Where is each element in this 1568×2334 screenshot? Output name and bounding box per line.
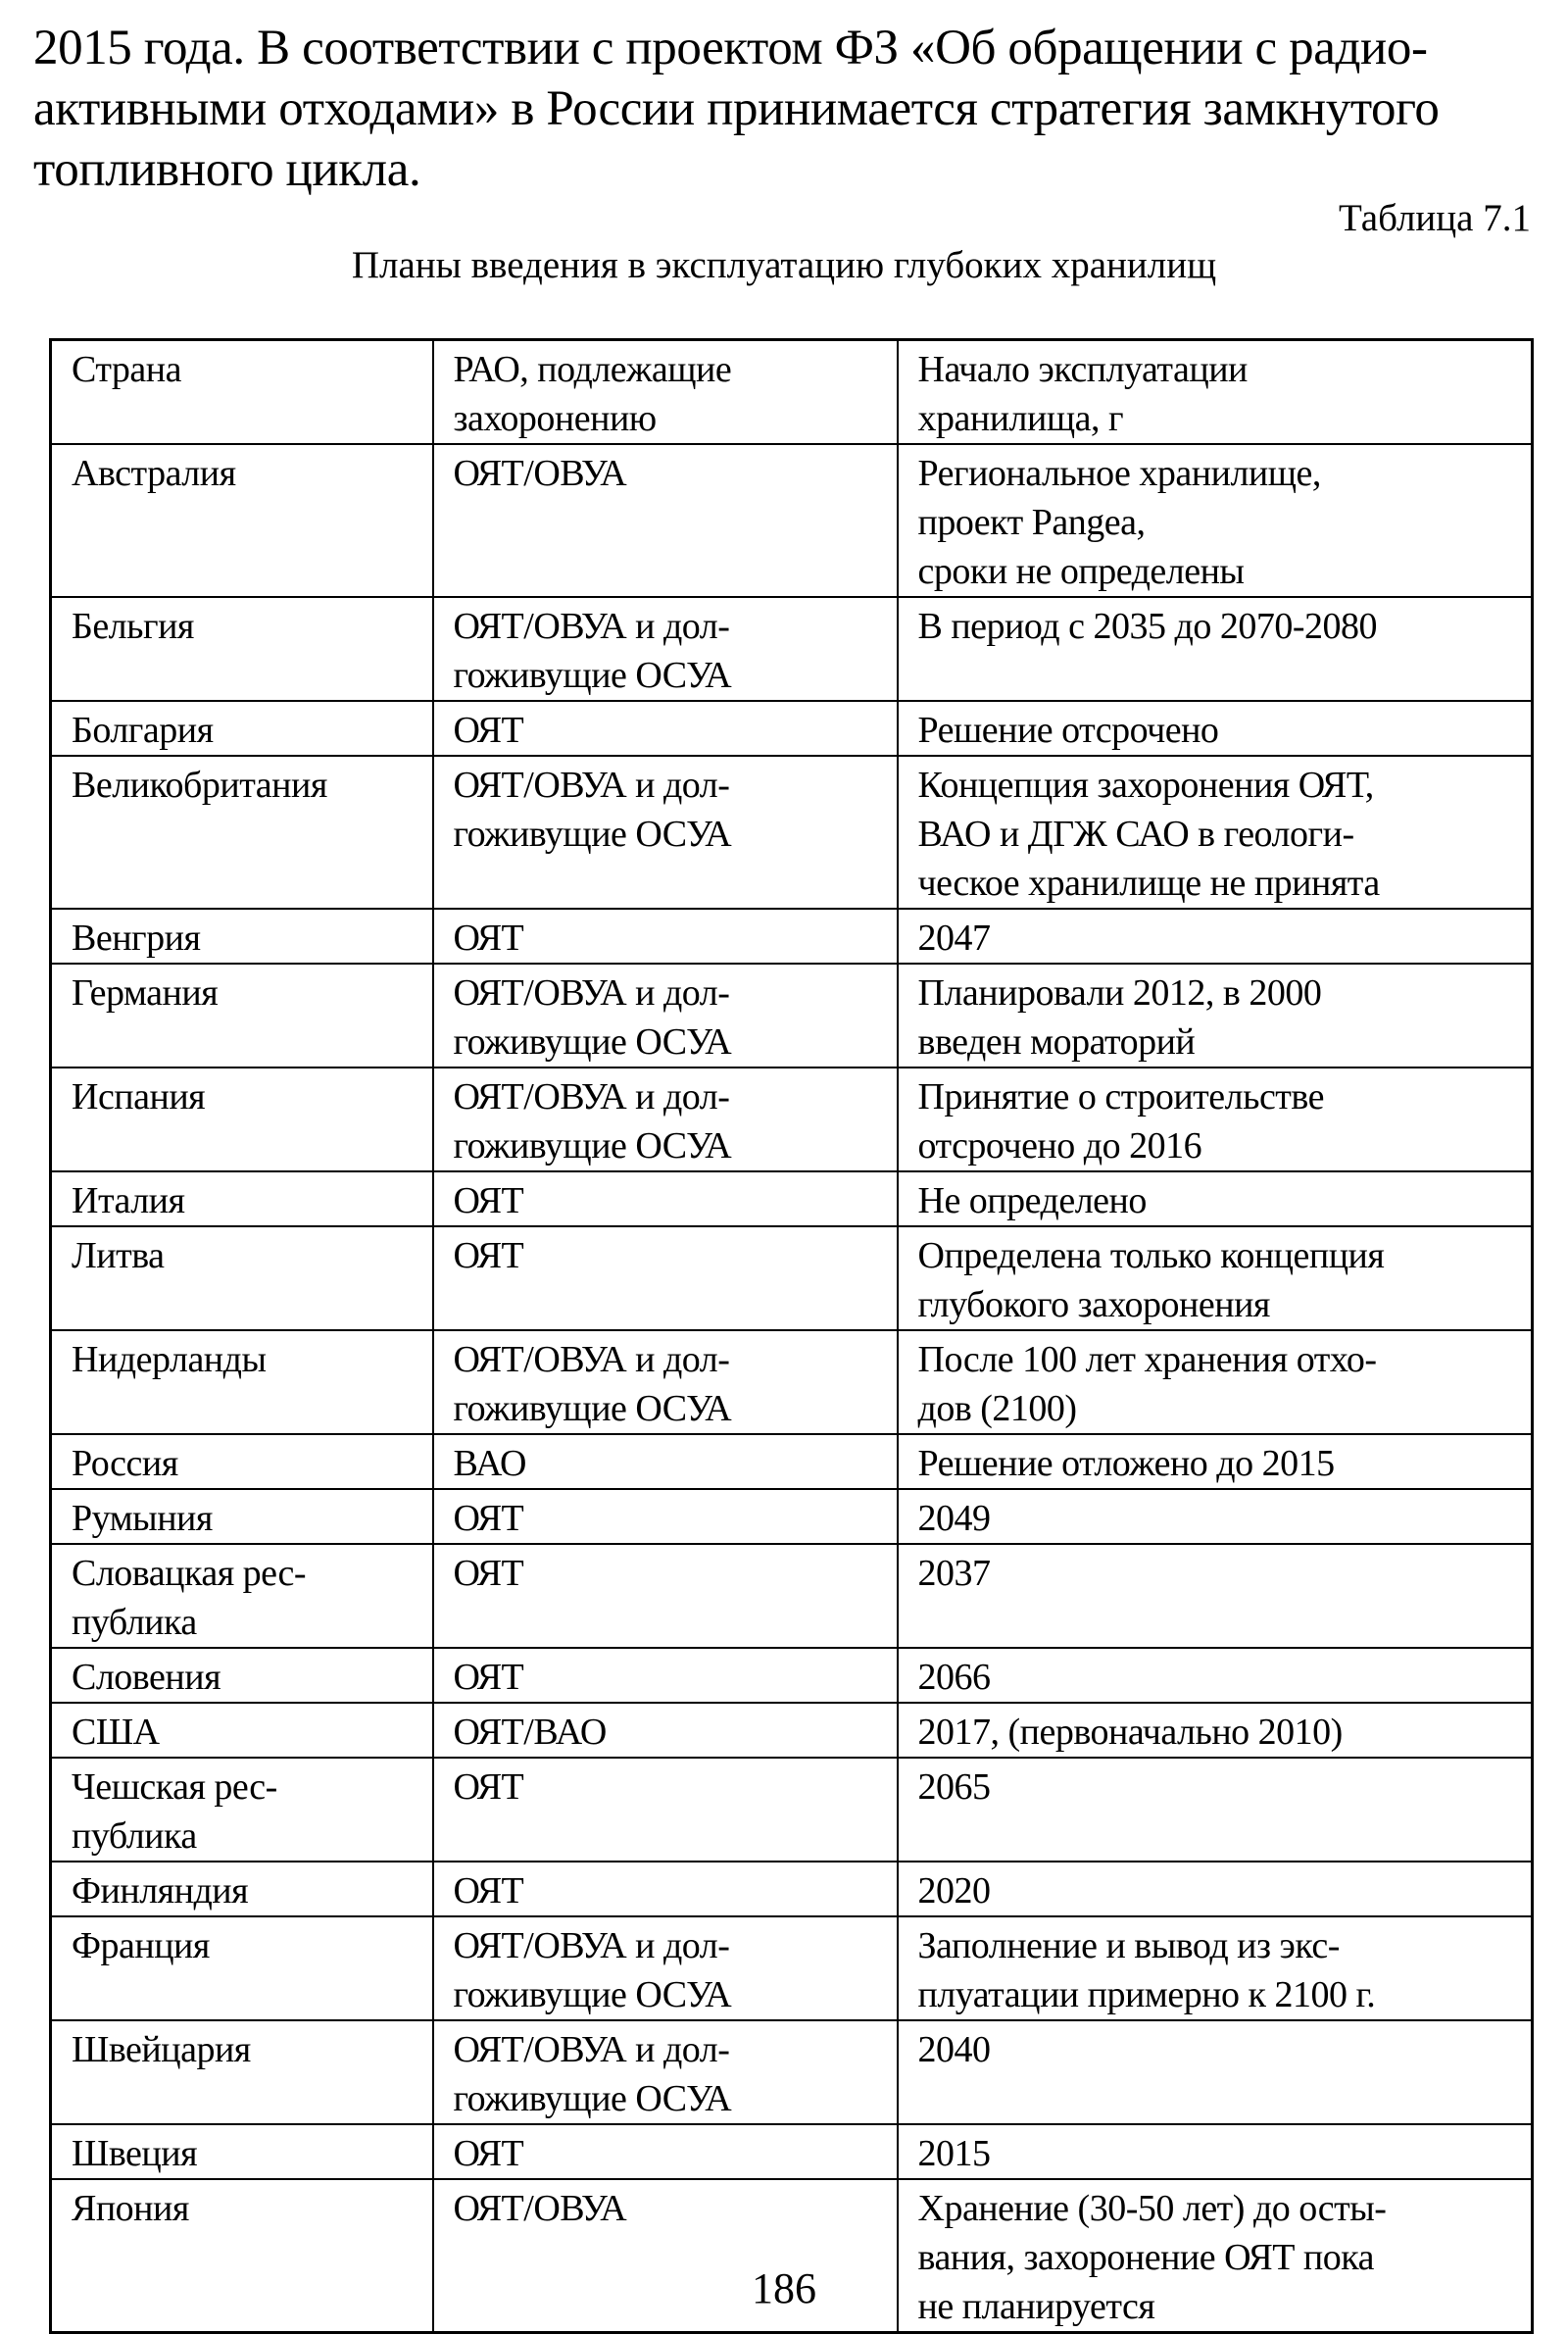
cell-country: Чешская рес- публика [51,1758,433,1862]
cell-country: Нидерланды [51,1330,433,1434]
cell-waste: ОЯТ [433,2124,898,2179]
header-country: Страна [51,340,433,445]
repositories-table [49,338,1534,2334]
cell-country: Италия [51,1171,433,1226]
cell-country: Венгрия [51,909,433,964]
table-row [51,1068,1533,1171]
cell-waste: ОЯТ/ОВУА [433,2179,898,2333]
table-row [51,1171,1533,1226]
cell-country: Япония [51,2179,433,2333]
cell-start: Региональное хранилище, проект Pangea, сроки не определены [898,444,1533,597]
table-row [51,597,1533,701]
table-row [51,1862,1533,1916]
cell-waste: ОЯТ/ОВУА и дол- гоживущие ОСУА [433,756,898,909]
cell-waste: ОЯТ [433,1862,898,1916]
table-row [51,756,1533,909]
cell-start: 2015 [898,2124,1533,2179]
cell-country: Франция [51,1916,433,2020]
table-row [51,1330,1533,1434]
cell-start: 2066 [898,1648,1533,1703]
cell-country: Румыния [51,1489,433,1544]
cell-start: Принятие о строительстве отсрочено до 2016 [898,1068,1533,1171]
cell-country: Испания [51,1068,433,1171]
cell-start: Определена только концепция глубокого захоронения [898,1226,1533,1330]
intro-paragraph: 2015 года. В соответствии с проектом ФЗ «Об обращении с радио- активными отходами» в России принимается стратегия замкнутого топливного цикла. [33,21,1440,197]
cell-country: Швейцария [51,2020,433,2124]
cell-start: 2040 [898,2020,1533,2124]
table-row [51,909,1533,964]
table-row [51,1648,1533,1703]
table-label: Таблица 7.1 [1338,197,1531,239]
cell-country: Великобритания [51,756,433,909]
cell-waste: ОЯТ [433,909,898,964]
cell-start: Не определено [898,1171,1533,1226]
table-title: Планы введения в эксплуатацию глубоких хранилищ [351,244,1217,286]
table-row [51,1434,1533,1489]
cell-waste: ОЯТ [433,1758,898,1862]
cell-country: Бельгия [51,597,433,701]
table-row [51,2124,1533,2179]
cell-waste: ОЯТ/ОВУА и дол- гоживущие ОСУА [433,2020,898,2124]
cell-country: Швеция [51,2124,433,2179]
cell-start: Решение отложено до 2015 [898,1434,1533,1489]
cell-waste: ОЯТ [433,1489,898,1544]
table-row [51,701,1533,756]
table-row [51,1544,1533,1648]
cell-start: Заполнение и вывод из экс- плуатации примерно к 2100 г. [898,1916,1533,2020]
page-number: 186 [752,2264,816,2312]
cell-start: После 100 лет хранения отхо- дов (2100) [898,1330,1533,1434]
table-row [51,2020,1533,2124]
header-start: Начало эксплуатации хранилища, г [898,340,1533,445]
table-row [51,1916,1533,2020]
table-row [51,964,1533,1068]
cell-country: Литва [51,1226,433,1330]
cell-country: Германия [51,964,433,1068]
cell-start: Хранение (30-50 лет) до осты- вания, захоронение ОЯТ пока не планируется [898,2179,1533,2333]
cell-country: Финляндия [51,1862,433,1916]
cell-start: Решение отсрочено [898,701,1533,756]
table-row [51,1703,1533,1758]
cell-waste: ОЯТ [433,1171,898,1226]
cell-waste: ОЯТ/ОВУА и дол- гоживущие ОСУА [433,597,898,701]
cell-start: 2049 [898,1489,1533,1544]
cell-waste: ОЯТ [433,1544,898,1648]
cell-country: Словацкая рес- публика [51,1544,433,1648]
cell-waste: ОЯТ [433,701,898,756]
table-row [51,1489,1533,1544]
cell-country: Австралия [51,444,433,597]
cell-start: 2047 [898,909,1533,964]
cell-start: 2037 [898,1544,1533,1648]
cell-start: Планировали 2012, в 2000 введен мораторий [898,964,1533,1068]
cell-waste: ОЯТ/ОВУА [433,444,898,597]
cell-waste: ОЯТ/ОВУА и дол- гоживущие ОСУА [433,964,898,1068]
cell-waste: ОЯТ [433,1648,898,1703]
cell-waste: ОЯТ/ОВУА и дол- гоживущие ОСУА [433,1330,898,1434]
table-row [51,444,1533,597]
cell-country: Болгария [51,701,433,756]
cell-waste: ОЯТ/ОВУА и дол- гоживущие ОСУА [433,1068,898,1171]
cell-start: 2017, (первоначально 2010) [898,1703,1533,1758]
cell-country: Россия [51,1434,433,1489]
cell-waste: ВАО [433,1434,898,1489]
cell-start: В период с 2035 до 2070-2080 [898,597,1533,701]
table-row [51,1226,1533,1330]
cell-start: 2020 [898,1862,1533,1916]
cell-start: 2065 [898,1758,1533,1862]
cell-start: Концепция захоронения ОЯТ, ВАО и ДГЖ САО в геологи- ческое хранилище не принята [898,756,1533,909]
table-row [51,1758,1533,1862]
cell-country: Словения [51,1648,433,1703]
cell-waste: ОЯТ/ОВУА и дол- гоживущие ОСУА [433,1916,898,2020]
cell-waste: ОЯТ [433,1226,898,1330]
cell-country: США [51,1703,433,1758]
cell-waste: ОЯТ/ВАО [433,1703,898,1758]
header-waste: РАО, подлежащие захоронению [433,340,898,445]
table-header-row [51,340,1533,445]
